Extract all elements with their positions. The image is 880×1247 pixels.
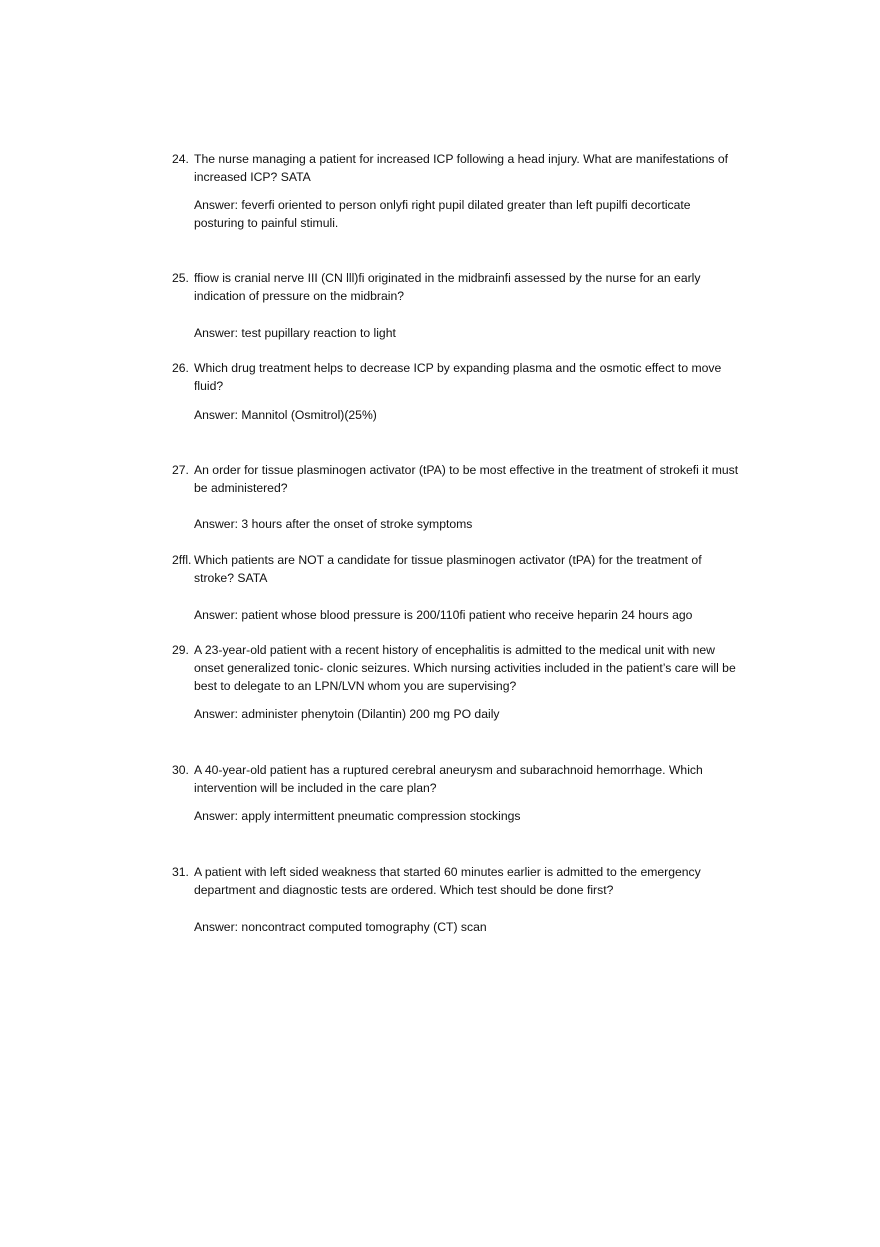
question-24 [172,150,742,186]
question-text: The nurse managing a patient for increased ICP following a head injury. What are manifestations of increased ICP? SATA [194,152,729,184]
answer-28: Answer: patient whose blood pressure is 200/110fi patient who receive heparin 24 hours ago [194,608,693,622]
question-text: Which patients are NOT a candidate for tissue plasminogen activator (tPA) for the treatment of stroke? SATA [194,553,702,585]
question-number: 25. [172,271,189,285]
question-number: 24. [172,152,189,166]
question-text: An order for tissue plasminogen activator (tPA) to be most effective in the treatment of strokefi it must be administered? [194,463,739,495]
question-28 [172,551,742,587]
question-26 [172,359,742,395]
question-text: A 40-year-old patient has a ruptured cerebral aneurysm and subarachnoid hemorrhage. Which intervention will be included in the care plan? [194,763,703,795]
question-30 [172,761,742,797]
answer-31: Answer: noncontract computed tomography (CT) scan [194,920,487,934]
answer-26: Answer: Mannitol (Osmitrol)(25%) [194,408,377,422]
question-text: A 23-year-old patient with a recent history of encephalitis is admitted to the medical unit with new onset generalized tonic- clonic seizures. Which nursing activities included in the patient’s care will be best to delegate to an LPN/LVN whom you are supervising? [194,643,736,693]
question-31 [172,863,742,899]
question-text: A patient with left sided weakness that started 60 minutes earlier is admitted to the emergency department and diagnostic tests are ordered. Which test should be done first? [194,865,701,897]
answer-30: Answer: apply intermittent pneumatic compression stockings [194,809,521,823]
answer-24: Answer: feverfi oriented to person onlyfi right pupil dilated greater than left pupilfi decorticate posturing to painful stimuli. [194,198,691,230]
question-number: 30. [172,763,189,777]
question-number: 27. [172,463,189,477]
answer-29: Answer: administer phenytoin (Dilantin) 200 mg PO daily [194,707,500,721]
question-number: 31. [172,865,189,879]
question-25 [172,269,742,305]
answer-27: Answer: 3 hours after the onset of stroke symptoms [194,517,473,531]
question-29 [172,641,742,695]
question-number: 2ffl. [172,553,192,567]
question-text: Which drug treatment helps to decrease ICP by expanding plasma and the osmotic effect to move fluid? [194,361,722,393]
question-number: 26. [172,361,189,375]
question-number: 29. [172,643,189,657]
question-text: ffiow is cranial nerve III (CN lll)fi originated in the midbrainfi assessed by the nurse for an early indication of pressure on the midbrain? [194,271,701,303]
answer-25: Answer: test pupillary reaction to light [194,326,396,340]
question-27 [172,461,742,497]
